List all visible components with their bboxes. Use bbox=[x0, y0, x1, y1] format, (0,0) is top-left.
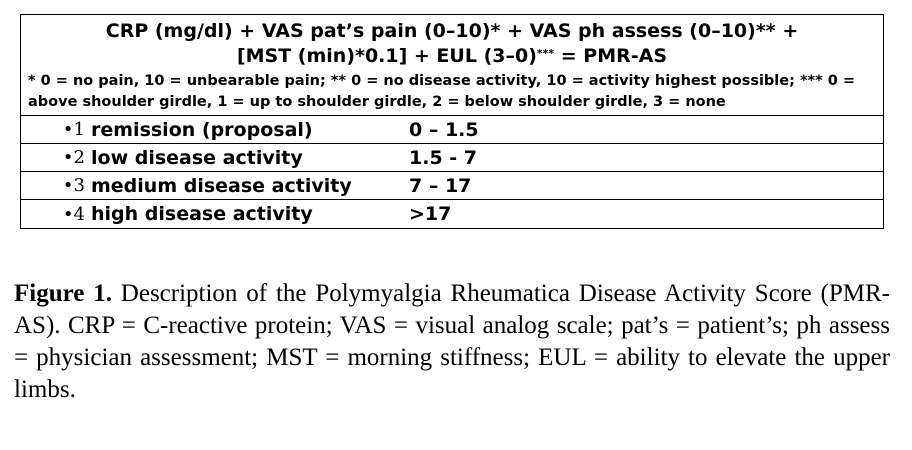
caption-label: Figure 1. bbox=[14, 280, 112, 307]
row-category: remission (proposal) bbox=[91, 118, 313, 141]
activity-row bbox=[21, 172, 883, 200]
row-bullet: •3 bbox=[62, 175, 85, 196]
row-range: >17 bbox=[409, 203, 452, 225]
formula-line-2-main: [MST (min)*0.1] + EUL (3–0) bbox=[236, 45, 537, 67]
formula-superscript: *** bbox=[536, 47, 555, 60]
row-category: low disease activity bbox=[91, 146, 303, 169]
row-range: 1.5 - 7 bbox=[409, 146, 477, 169]
row-range: 7 – 17 bbox=[409, 174, 472, 197]
formula-line-1: CRP (mg/dl) + VAS pat’s pain (0–10)* + VAS ph assess (0–10)** + bbox=[105, 20, 799, 42]
row-bullet: •1 bbox=[62, 119, 85, 140]
formula-line-2 bbox=[27, 44, 877, 69]
figure-box bbox=[20, 14, 884, 229]
formula bbox=[21, 15, 883, 69]
row-category: medium disease activity bbox=[91, 174, 352, 197]
row-bullet: •2 bbox=[62, 147, 85, 168]
formula-line-2-result: = PMR-AS bbox=[554, 45, 668, 67]
row-category: high disease activity bbox=[91, 203, 313, 225]
row-range: 0 – 1.5 bbox=[409, 118, 479, 141]
activity-row bbox=[21, 144, 883, 172]
activity-row bbox=[21, 200, 883, 228]
row-bullet: •4 bbox=[62, 203, 85, 225]
footnote: * 0 = no pain, 10 = unbearable pain; ** 0 = no disease activity, 10 = activity highest possible; *** 0 = above shoulder girdle, 1 = up to shoulder girdle, 2 = below shoulder girdle, 3 = none bbox=[21, 69, 883, 116]
figure-caption bbox=[14, 278, 890, 406]
activity-row bbox=[21, 116, 883, 144]
caption-text: Description of the Polymyalgia Rheumatica Disease Activity Score (PMR-AS). CRP = C-reactive protein; VAS = visual analog scale; pat’s = patient’s; ph assess = physician assessment; MST = morning stiffness; EUL = ability to elevate the upper limbs. bbox=[14, 280, 890, 403]
